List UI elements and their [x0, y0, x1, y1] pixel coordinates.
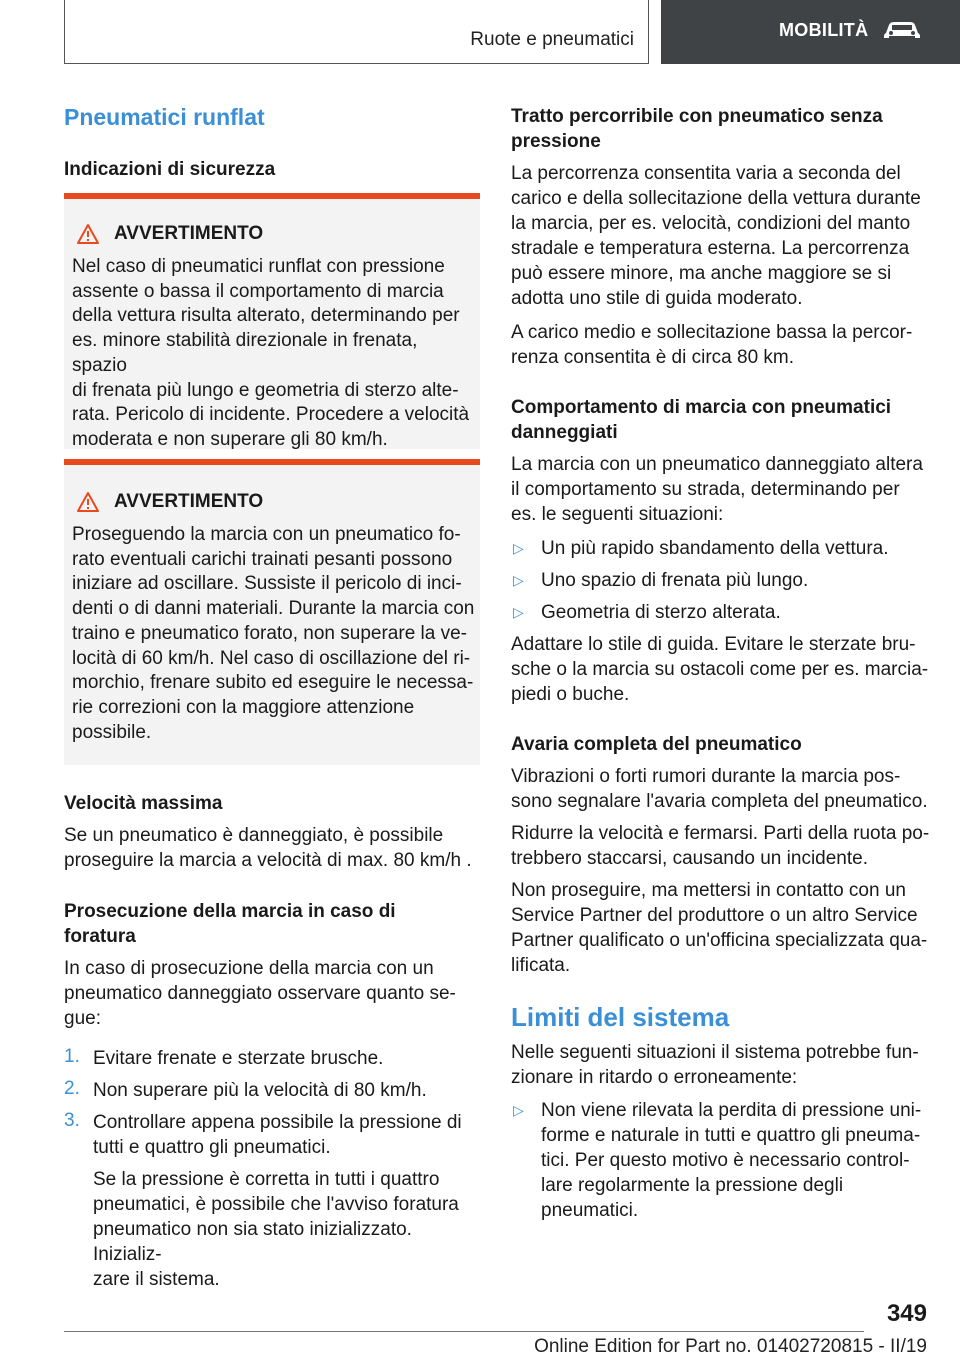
triangle-right-icon: ▷	[513, 572, 524, 588]
step-text: Controllare appena possibile la pressione di tutti e quattro gli pneumatici.	[93, 1112, 462, 1158]
header-section-box	[64, 0, 649, 64]
warning-title: AVVERTIMENTO	[114, 223, 264, 244]
step-note: Se la pressione è corretta in tutti i quattro pneumatici, è possibile che l'avviso foratura pneumatico non sia stato inizializzato. Inizializ- zare il sistema.	[93, 1169, 459, 1290]
car-icon	[882, 19, 922, 41]
safety-heading: Indicazioni di sicurezza	[64, 159, 276, 180]
range-text: La percorrenza consentita varia a seconda del carico e della sollecitazione della vettura durante la marcia, per es. velocità, condizioni del manto stradale e temperatura esterna. La percorrenza può essere minore, ma anche maggiore se si adotta uno stile di guida moderato.	[511, 163, 921, 309]
page-number: 349	[886, 1300, 927, 1327]
triangle-right-icon: ▷	[513, 540, 524, 556]
bullet-text: Non viene rilevata la perdita di pressione uni- forme e naturale in tutti e quattro gli pneuma- tici. Per questo motivo è necessario control- lare regolarmente la pressione degli pneumatici.	[541, 1100, 922, 1221]
warning-text: Proseguendo la marcia con un pneumatico fo- rato eventuali carichi trainati pesanti possono iniziare ad oscillare. Sussiste il pericolo di inci- denti o di danni materiali. Durante la marcia con traino e pneumatico forato, non superare la ve- locità di 60 km/h. Nel caso di oscillazione del ri- morchio, frenare subito ed eseguire le necessa- rie correzioni con la maggiore attenzione possibile.	[72, 524, 475, 743]
bullet-text: Uno spazio di frenata più lungo.	[541, 570, 809, 591]
step-number: 1.	[64, 1046, 80, 1067]
bullet-text: Geometria di sterzo alterata.	[541, 602, 781, 623]
section-title: Pneumatici runflat	[64, 104, 265, 130]
step-text: Evitare frenate e sterzate brusche.	[93, 1048, 384, 1069]
puncture-heading: Prosecuzione della marcia in caso di foratura	[64, 901, 396, 947]
footer-divider	[64, 1331, 864, 1332]
warning-box-1	[64, 193, 480, 449]
failure-text-2: Ridurre la velocità e fermarsi. Parti della ruota po- trebbero staccarsi, causando un incidente.	[511, 823, 930, 869]
warning-triangle-icon	[76, 223, 100, 245]
bullet-text: Un più rapido sbandamento della vettura.	[541, 538, 889, 559]
step-text: Non superare più la velocità di 80 km/h.	[93, 1080, 427, 1101]
triangle-right-icon: ▷	[513, 1102, 524, 1118]
header-chapter-box	[661, 0, 960, 64]
limits-title: Limiti del sistema	[511, 1002, 730, 1032]
limits-text: Nelle seguenti situazioni il sistema potrebbe fun- zionare in ritardo o erroneamente:	[511, 1042, 919, 1088]
puncture-text: In caso di prosecuzione della marcia con un pneumatico danneggiato osservare quanto se- gue:	[64, 958, 456, 1029]
edition-text: Online Edition for Part no. 01402720815 - II/19	[534, 1336, 927, 1357]
warning-title: AVVERTIMENTO	[114, 491, 264, 512]
behavior-text: La marcia con un pneumatico danneggiato altera il comportamento su strada, determinando per es. le seguenti situazioni:	[511, 454, 923, 525]
triangle-right-icon: ▷	[513, 604, 524, 620]
step-number: 3.	[64, 1110, 80, 1131]
range-heading: Tratto percorribile con pneumatico senza pressione	[511, 106, 883, 152]
warning-triangle-icon	[76, 491, 100, 513]
step-number: 2.	[64, 1078, 80, 1099]
behavior-after-text: Adattare lo stile di guida. Evitare le sterzate bru- sche o la marcia su ostacoli come per es. marcia- piedi o buche.	[511, 634, 929, 705]
warning-text: Nel caso di pneumatici runflat con pressione assente o bassa il comportamento di marcia della vettura risulta alterato, determinando per es. minore stabilità direzionale in frenata, spazio di frenata più lungo e geometria di sterzo alte- rata. Pericolo di incidente. Procedere a velocità moderata e non superare gli 80 km/h.	[72, 256, 470, 450]
max-speed-heading: Velocità massima	[64, 793, 223, 814]
failure-text-1: Vibrazioni o forti rumori durante la marcia pos- sono segnalare l'avaria completa del pneumatico.	[511, 766, 928, 812]
behavior-heading: Comportamento di marcia con pneumatici danneggiati	[511, 397, 892, 443]
max-speed-text: Se un pneumatico è danneggiato, è possibile proseguire la marcia a velocità di max. 80 km/h .	[64, 825, 472, 871]
header-chapter-title: MOBILITÀ	[779, 19, 869, 40]
range-text-2: A carico medio e sollecitazione bassa la percor- renza consentita è di circa 80 km.	[511, 322, 913, 368]
failure-text-3: Non proseguire, ma mettersi in contatto con un Service Partner del produttore o un altro Service Partner qualificato o un'officina specializzata qua- lificata.	[511, 880, 928, 976]
failure-heading: Avaria completa del pneumatico	[511, 734, 802, 755]
header-section-title: Ruote e pneumatici	[470, 29, 634, 50]
warning-box-2	[64, 459, 480, 765]
